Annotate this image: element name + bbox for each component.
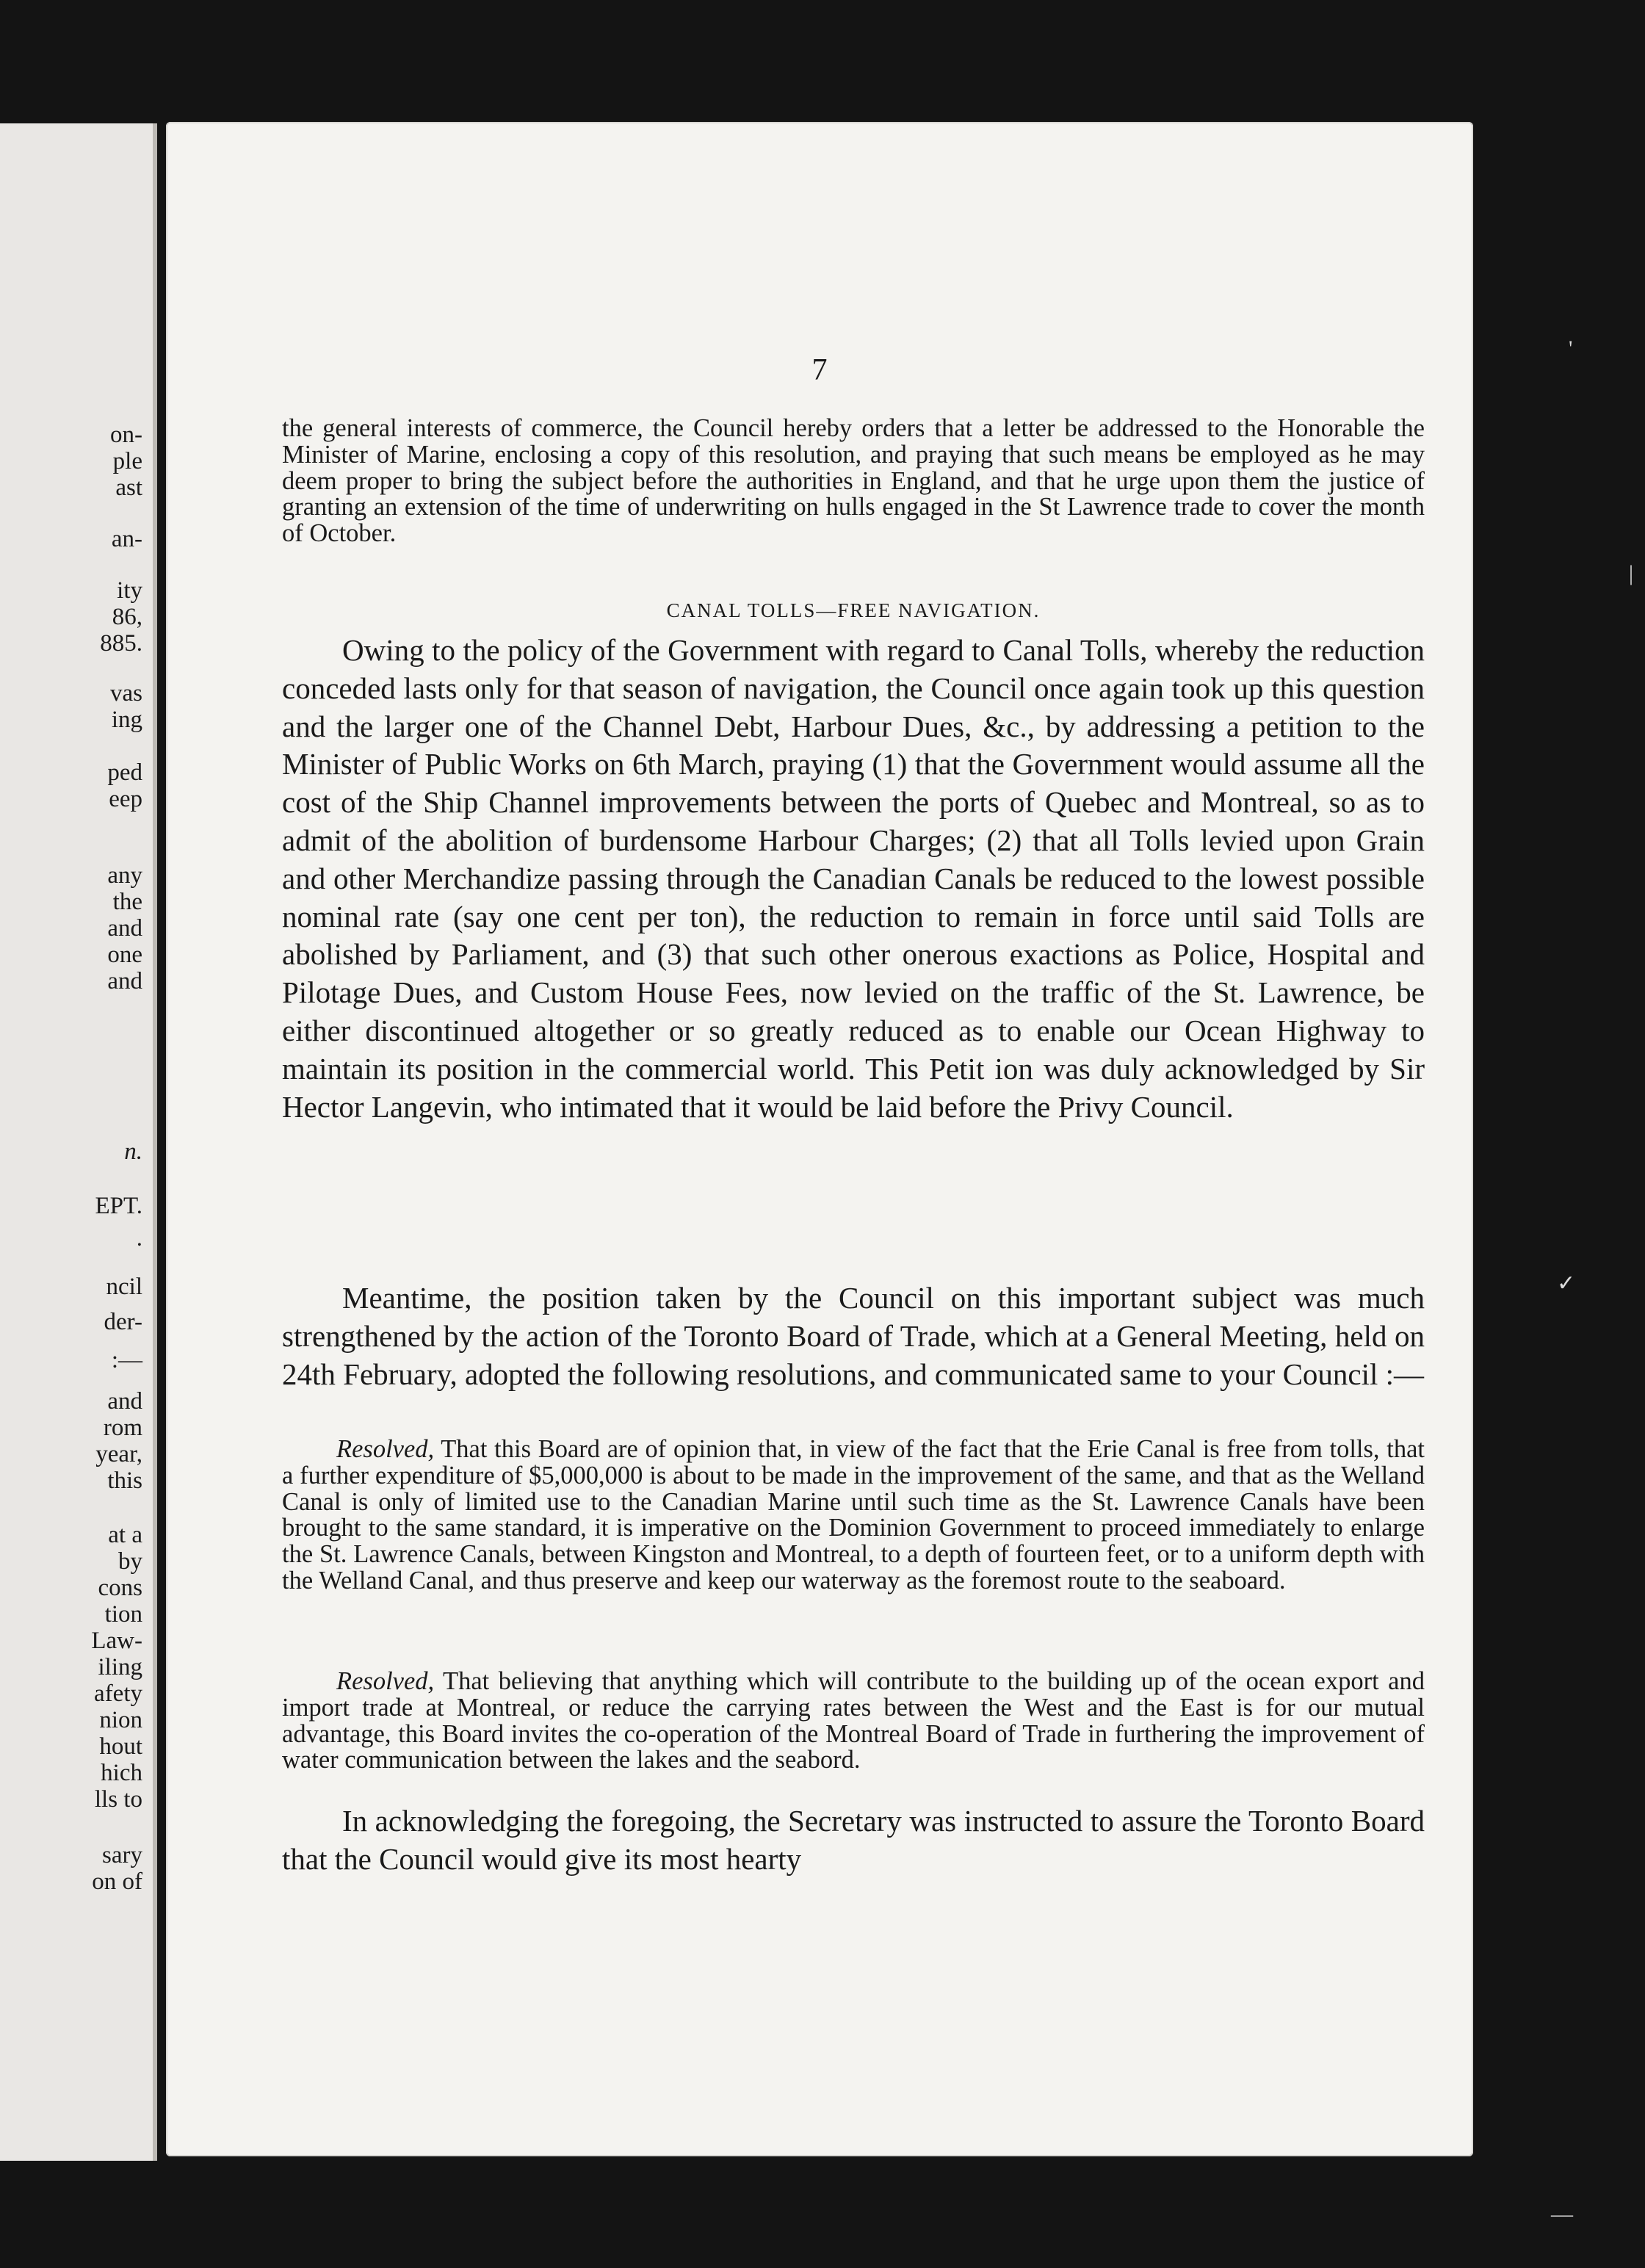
left-page-fragment: :— [111, 1347, 142, 1373]
resolution-2 [282, 1669, 1425, 1774]
scan-artifact: ✓ [1557, 1271, 1576, 1296]
resolution-label: Resolved, [336, 1435, 435, 1463]
left-page-edge [0, 123, 157, 2161]
left-page-fragment: EPT. [95, 1193, 142, 1219]
left-page-fragment: ing [111, 707, 142, 733]
left-page-fragment: vas [110, 680, 142, 707]
left-page-fragment: ity [117, 577, 142, 604]
left-page-fragment: der- [104, 1309, 142, 1335]
left-page-fragment: on- [110, 422, 142, 448]
left-page-fragment: rom [103, 1415, 142, 1441]
resolution-text: That this Board are of opinion that, in view of the fact that the Erie Canal is free from tolls, that a further expenditure of $5,000,000 is about to be made in the improvement of the same, and that as the Welland Canal is only of limited use to the Canadian Marine until such time as the St. Lawrence Canals have been brought to the same standard, it is imperative on the Dominion Government to proceed immediately to enlarge the St. Lawrence Canals, between Kingston and Montreal, to a depth of fourteen feet, or to a uniform depth with the Welland Canal, and thus preserve and keep our waterway as the foremost route to the seaboard. [282, 1435, 1425, 1595]
left-page-fragment: on of [92, 1868, 142, 1895]
body-paragraph-canal-tolls: Owing to the policy of the Government with regard to Canal Tolls, whereby the reduction conceded lasts only for that season of navigation, the Council once again took up this question and the larger one of the Channel Debt, Harbour Dues, &c., by addressing a petition to the Minister of Public Works on 6th March, praying (1) that the Government would assume all the cost of the Ship Channel improvements between the ports of Quebec and Montreal, so as to admit of the abolition of burdensome Harbour Charges; (2) that all Tolls levied upon Grain and other Merchandize passing through the Canadian Canals be reduced to the lowest possible nominal rate (say one cent per ton), the reduction to remain in force until said Tolls are abolished by Parliament, and (3) that such other onerous exactions as Police, Hospital and Pilotage Dues, and Custom House Fees, now levied on the traffic of the St. Lawrence, be either discontinued altogether or so greatly reduced as to enable our Ocean Highway to maintain its position in the commercial world. This Petit ion was duly acknowledged by Sir Hector Langevin, who intimated that it would be laid before the Privy Council. [282, 633, 1425, 1124]
left-page-fragment: hout [99, 1733, 142, 1760]
left-page-fragment: year, [95, 1441, 142, 1467]
left-page-fragment: lls to [94, 1786, 142, 1813]
left-page-fragment: hich [101, 1760, 142, 1786]
body-paragraph-toronto-board: Meantime, the position taken by the Council on this important subject was much strengthened by the action of the Toronto Board of Trade, which at a General Meeting, held on 24th February, adopted the following resolutions, and communicated same to your Council :— [282, 1281, 1425, 1391]
left-page-fragment: n. [124, 1138, 142, 1165]
left-page-fragment: Law- [91, 1628, 142, 1654]
resolution-label: Resolved, [336, 1667, 435, 1695]
section-heading: CANAL TOLLS—FREE NAVIGATION. [666, 599, 1041, 621]
page-number: 7 [811, 353, 828, 387]
left-page-fragment: and [107, 968, 142, 994]
left-page-fragment: eep [109, 786, 142, 812]
resolution-1 [282, 1437, 1425, 1595]
left-page-fragment: this [107, 1467, 142, 1494]
left-page-fragment: one [107, 942, 142, 968]
left-page-fragment: at a [108, 1522, 142, 1548]
left-page-fragment: by [118, 1548, 142, 1575]
body-paragraph-acknowledgement: In acknowledging the foregoing, the Secretary was instructed to assure the Toronto Board that the Council would give its most hearty [282, 1804, 1425, 1876]
left-page-fragment: afety [94, 1680, 142, 1707]
left-page-fragment: an- [111, 526, 142, 552]
left-page-fragment: ped [107, 759, 142, 786]
document-page [166, 122, 1473, 2156]
left-page-fragment: iling [98, 1654, 142, 1680]
left-page-fragment: 885. [100, 630, 142, 657]
left-page-fragment: the [112, 889, 142, 915]
left-page-fragment: . [136, 1225, 142, 1252]
left-page-fragment: 86, [112, 604, 142, 630]
resolution-text: That believing that anything which will contribute to the building up of the ocean export and import trade at Montreal, or reduce the carrying rates between the West and the East is for our mutual advantage, this Board invites the co-operation of the Montreal Board of Trade in furthering the improvement of water communication between the lakes and the seabord. [282, 1667, 1425, 1774]
left-page-fragment: and [107, 1388, 142, 1415]
scan-artifact: — [1551, 2202, 1573, 2226]
left-page-fragment: any [107, 862, 142, 889]
left-page-fragment: tion [104, 1601, 142, 1628]
scan-artifact: | [1629, 561, 1634, 585]
left-page-fragment: ast [115, 474, 142, 501]
left-page-fragment: nion [99, 1707, 142, 1733]
opening-paragraph: the general interests of commerce, the Council hereby orders that a letter be addressed to the Honorable the Minister of Marine, enclosing a copy of this resolution, and praying that such means be employed as he may deem proper to bring the subject before the authorities in England, and that he urge upon them the justice of granting an extension of the time of underwriting on hulls engaged in the St Lawrence trade to cover the month of October. [282, 414, 1425, 548]
left-page-fragment: ple [112, 448, 142, 474]
left-page-fragment: sary [102, 1842, 142, 1868]
left-page-fragment: and [107, 915, 142, 942]
left-page-fragment: cons [98, 1575, 142, 1601]
left-page-fragment: ncil [106, 1274, 142, 1300]
scan-artifact: ' [1569, 336, 1573, 361]
